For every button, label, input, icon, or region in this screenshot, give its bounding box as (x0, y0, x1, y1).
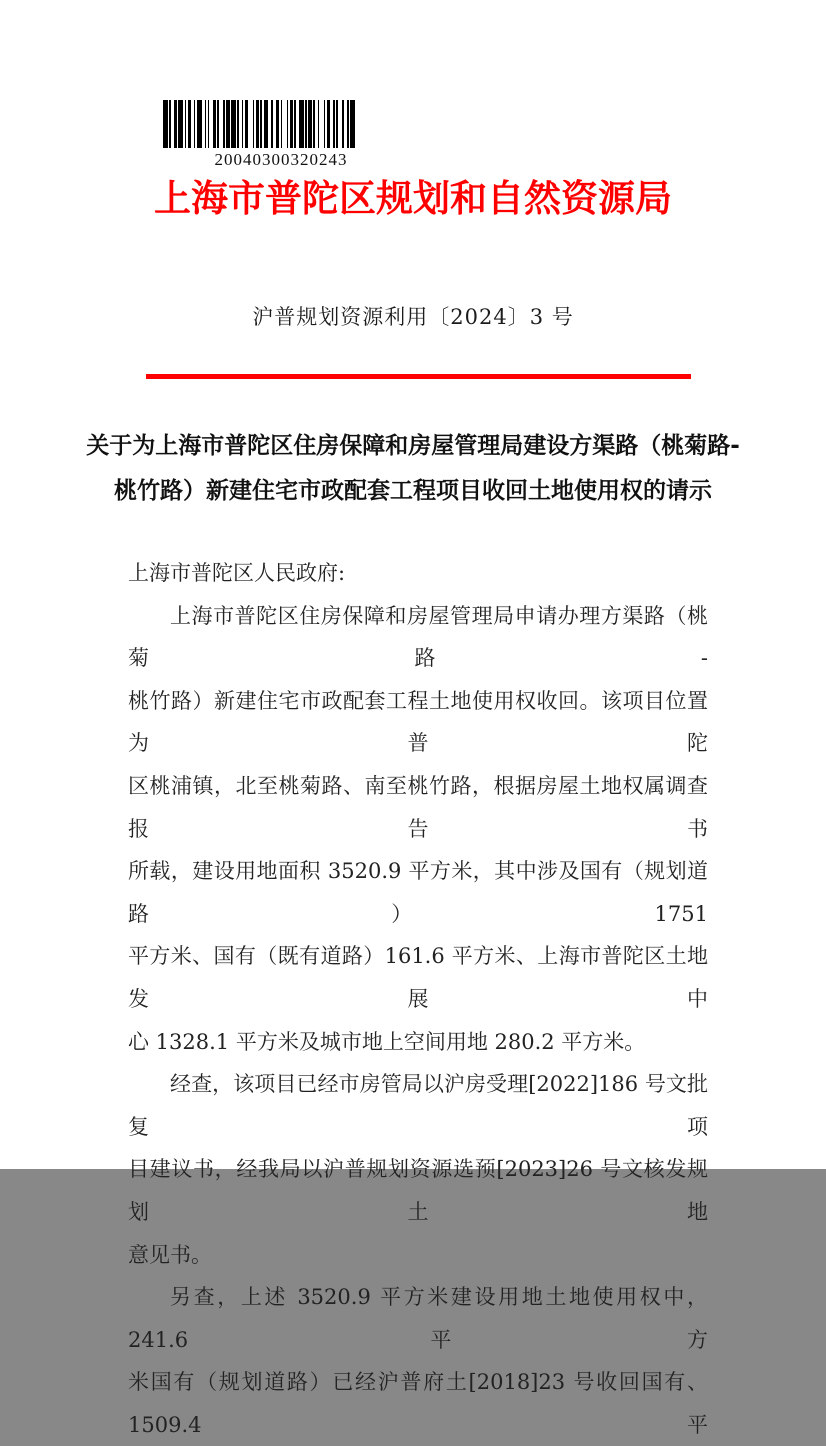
body-line: 上海市普陀区住房保障和房屋管理局申请办理方渠路（桃菊路- (128, 603, 708, 671)
body-line: 桃竹路）新建住宅市政配套工程土地使用权收回。该项目位置为普陀 (128, 688, 708, 756)
barcode-block (163, 100, 399, 170)
document-reference-number: 沪普规划资源利用〔2024〕3 号 (252, 305, 574, 329)
body-line: 米国有（规划道路）已经沪普府土[2018]23 号收回国有、1509.4 平 (128, 1370, 708, 1437)
body-line: 目建议书，经我局以沪普规划资源选预[2023]26 号文核发规划土地 (128, 1157, 708, 1224)
body-line: 经查，该项目已经市房管局以沪房受理[2022]186 号文批复项 (128, 1072, 708, 1139)
salutation: 上海市普陀区人民政府: (128, 561, 346, 585)
document-title-line-1: 关于为上海市普陀区住房保障和房屋管理局建设方渠路（桃菊路- (86, 433, 740, 459)
document-title (63, 424, 763, 514)
barcode-image (163, 100, 399, 148)
body-paragraphs (128, 552, 708, 1446)
document-title-line-2: 桃竹路）新建住宅市政配套工程项目收回土地使用权的请示 (114, 478, 712, 504)
body-line: 意见书。 (128, 1242, 212, 1267)
barcode-space (355, 100, 357, 148)
body-line: 所载，建设用地面积 3520.9 平方米，其中涉及国有（规划道路）1751 (128, 859, 708, 926)
red-divider-line (146, 374, 691, 379)
body-line: 平方米、国有（既有道路）161.6 平方米、上海市普陀区土地发展中 (128, 944, 708, 1011)
body-line: 区桃浦镇，北至桃菊路、南至桃竹路，根据房屋土地权属调查报告书 (128, 773, 708, 841)
body-line: 心 1328.1 平方米及城市地上空间用地 280.2 平方米。 (128, 1029, 646, 1054)
issuing-authority-title: 上海市普陀区规划和自然资源局 (154, 176, 672, 220)
barcode-number: 20040300320243 (214, 150, 348, 169)
body-line: 另查，上述 3520.9 平方米建设用地土地使用权中，241.6 平方 (128, 1285, 708, 1352)
